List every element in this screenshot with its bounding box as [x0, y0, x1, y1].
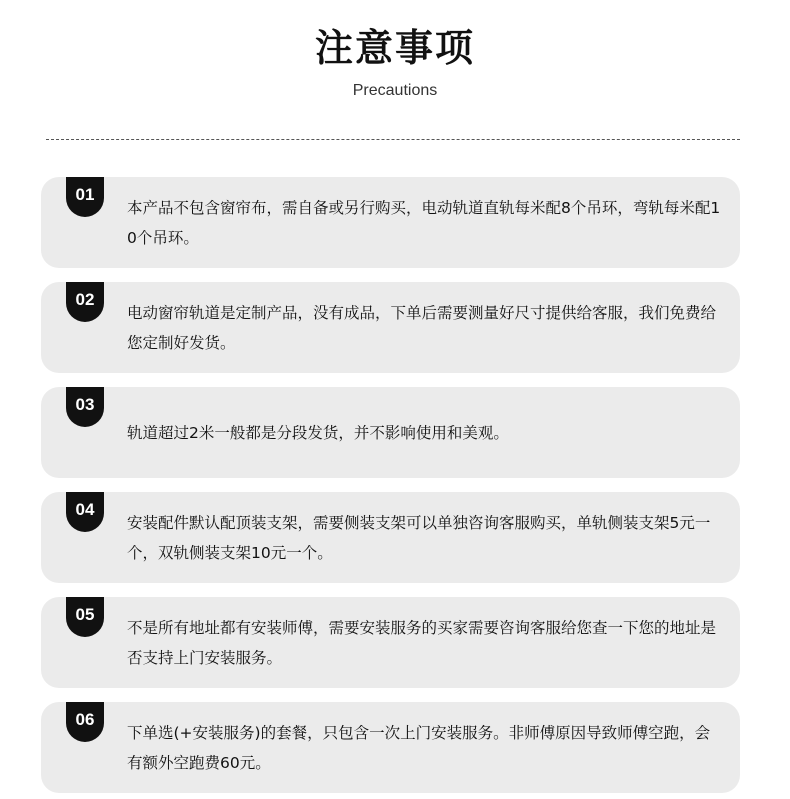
notice-number-badge: 04	[66, 492, 104, 532]
notice-text: 轨道超过2米一般都是分段发货，并不影响使用和美观。	[127, 423, 509, 442]
notice-text: 电动窗帘轨道是定制产品，没有成品，下单后需要测量好尺寸提供给客服，我们免费给您定制好发货。	[127, 303, 717, 352]
notice-number-badge: 01	[66, 177, 104, 217]
notice-text: 下单选(+安装服务)的套餐，只包含一次上门安装服务。非师傅原因导致师傅空跑，会有额外空跑费60元。	[127, 723, 711, 772]
notice-number-badge: 05	[66, 597, 104, 637]
page-title: 注意事项	[314, 26, 475, 70]
notice-card-02	[41, 282, 740, 373]
notice-card-01	[41, 177, 740, 268]
notice-text: 本产品不包含窗帘布，需自备或另行购买，电动轨道直轨每米配8个吊环，弯轨每米配1 0个吊环。	[127, 198, 721, 247]
notice-card-03	[41, 387, 740, 478]
notice-card-05	[41, 597, 740, 688]
page-subtitle: Precautions	[352, 82, 438, 99]
notice-text: 不是所有地址都有安装师傅，需要安装服务的买家需要咨询客服给您查一下您的地址是否支持上门安装服务。	[127, 618, 717, 667]
notice-card-06	[41, 702, 740, 793]
notice-card-04	[41, 492, 740, 583]
notice-text: 安装配件默认配顶装支架，需要侧装支架可以单独咨询客服购买，单轨侧装支架5元一个，双轨侧装支架10元一个。	[127, 513, 711, 562]
notice-number-badge: 03	[66, 387, 104, 427]
dashed-divider	[46, 139, 740, 140]
notice-number-badge: 06	[66, 702, 104, 742]
notice-number-badge: 02	[66, 282, 104, 322]
